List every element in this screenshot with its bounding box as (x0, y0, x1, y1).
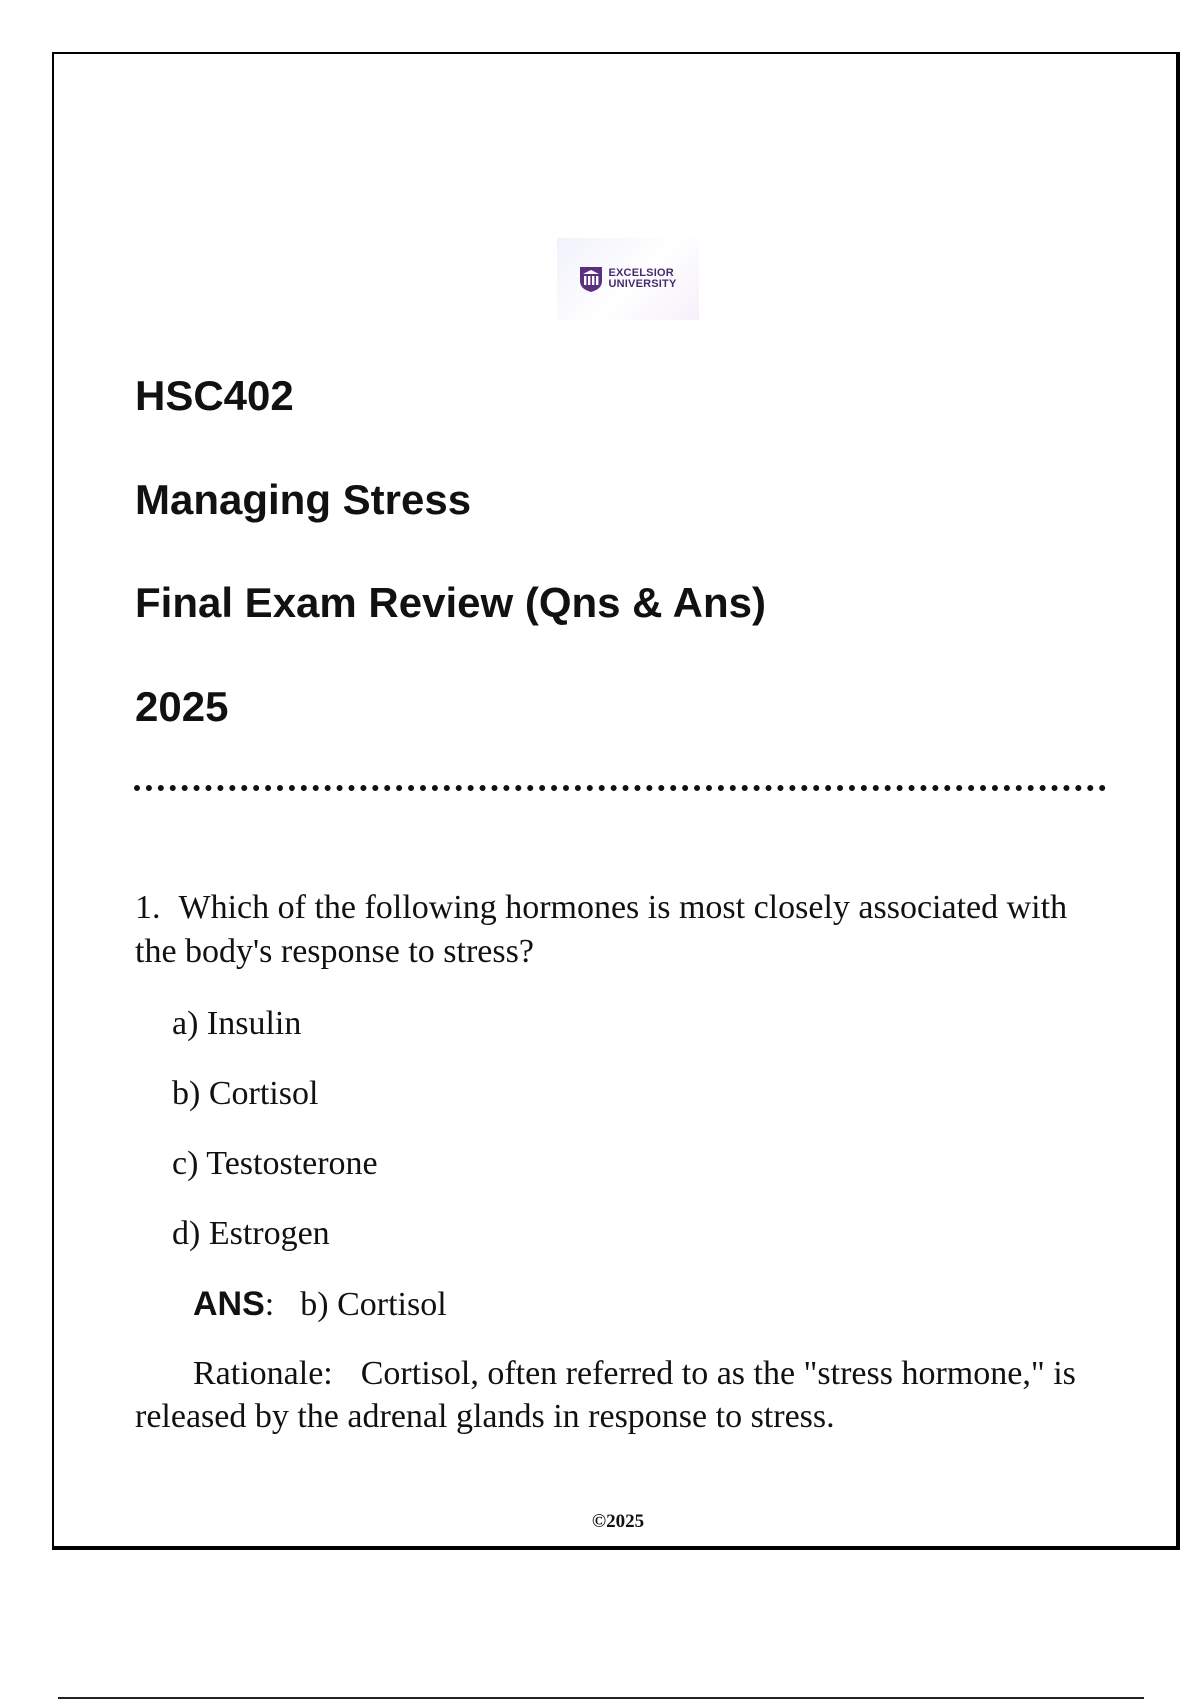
answer-colon: : (264, 1286, 275, 1323)
dotted-divider (134, 785, 1106, 791)
next-page-edge (58, 1697, 1144, 1699)
option-c: c) Testosterone (172, 1145, 378, 1182)
university-logo (557, 238, 699, 320)
course-code: HSC402 (135, 372, 294, 419)
rationale (135, 1352, 1110, 1438)
course-title: Managing Stress (135, 476, 472, 523)
answer-label: ANS (193, 1285, 265, 1323)
logo-wordmark (608, 268, 676, 290)
rationale-text: Cortisol, often referred to as the "stress hormone," is released by the adrenal glands in response to stress. (135, 1355, 1076, 1435)
question-1 (135, 886, 1095, 974)
option-b: b) Cortisol (172, 1075, 319, 1112)
logo-line-2: UNIVERSITY (608, 278, 677, 290)
answer-line (193, 1282, 447, 1327)
rationale-label: Rationale: (193, 1355, 333, 1392)
question-text: Which of the following hormones is most closely associated with the body's response to stress? (135, 889, 1068, 970)
option-d: d) Estrogen (172, 1215, 330, 1252)
document-type: Final Exam Review (Qns & Ans) (135, 579, 766, 626)
logo-line-1: EXCELSIOR (608, 267, 674, 279)
copyright-footer: ©2025 (591, 1511, 645, 1532)
question-number: 1. (135, 889, 161, 926)
option-a: a) Insulin (172, 1005, 302, 1042)
university-crest-icon (579, 265, 603, 293)
document-year: 2025 (135, 683, 229, 730)
answer-value: b) Cortisol (300, 1286, 447, 1323)
